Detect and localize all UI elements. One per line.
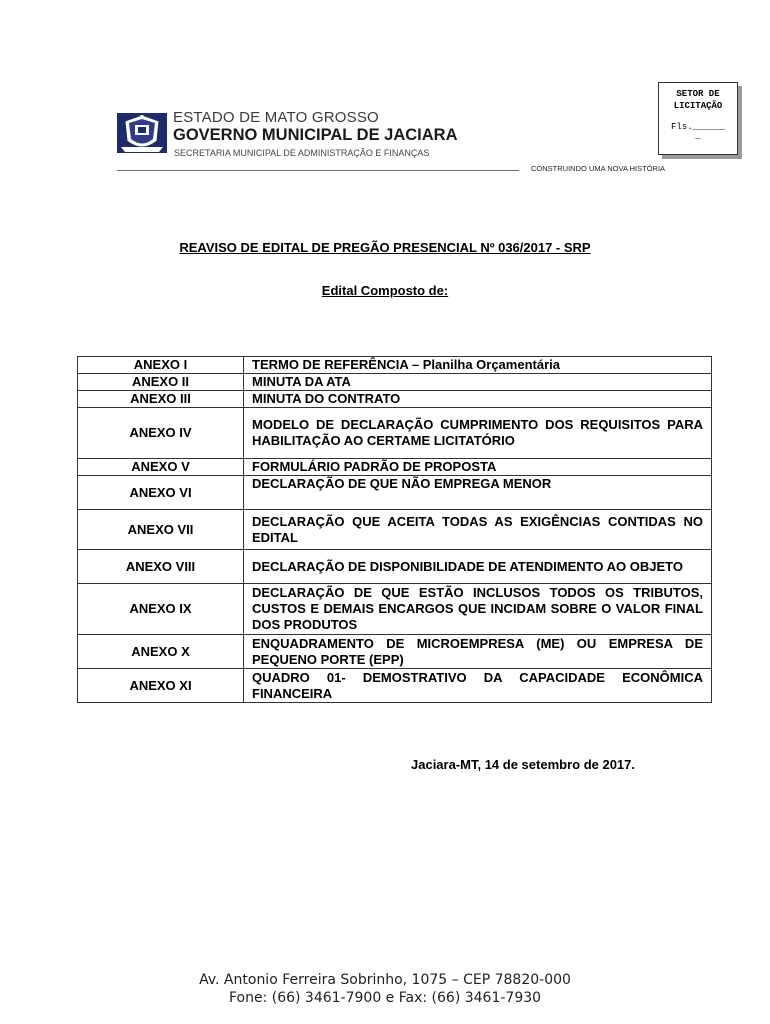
- annex-description: FORMULÁRIO PADRÃO DE PROPOSTA: [244, 459, 712, 476]
- stamp-title: SETOR DE LICITAÇÃO: [673, 89, 723, 111]
- stamp-tail: _: [695, 131, 701, 141]
- footer-phone: Fone: (66) 3461-7900 e Fax: (66) 3461-7930: [228, 990, 542, 1006]
- municipal-coat-of-arms-icon: [117, 111, 167, 155]
- annex-description: TERMO DE REFERÊNCIA – Planilha Orçamentária: [244, 357, 712, 374]
- setor-licitacao-stamp: [658, 82, 738, 155]
- annex-key: ANEXO VI: [78, 476, 244, 510]
- annex-description: DECLARAÇÃO DE QUE NÃO EMPREGA MENOR: [244, 476, 712, 510]
- annex-description: MODELO DE DECLARAÇÃO CUMPRIMENTO DOS REQUISITOS PARA HABILITAÇÃO AO CERTAME LICITATÓRIO: [244, 408, 712, 459]
- document-title: REAVISO DE EDITAL DE PREGÃO PRESENCIAL Nº 036/2017 - SRP: [179, 240, 591, 255]
- table-row: [78, 459, 712, 476]
- annex-description: ENQUADRAMENTO DE MICROEMPRESA (ME) OU EMPRESA DE PEQUENO PORTE (EPP): [244, 635, 712, 669]
- table-row: [78, 357, 712, 374]
- header-government: GOVERNO MUNICIPAL DE JACIARA: [173, 126, 458, 144]
- table-row: [78, 550, 712, 584]
- annex-key: ANEXO III: [78, 391, 244, 408]
- annex-key: ANEXO I: [78, 357, 244, 374]
- footer-address: Av. Antonio Ferreira Sobrinho, 1075 – CEP 78820-000: [199, 972, 571, 988]
- stamp-fls: Fls.______: [671, 122, 726, 132]
- annex-description: DECLARAÇÃO DE DISPONIBILIDADE DE ATENDIMENTO AO OBJETO: [244, 550, 712, 584]
- annex-key: ANEXO X: [78, 635, 244, 669]
- annex-description: MINUTA DA ATA: [244, 374, 712, 391]
- header-divider: [117, 170, 519, 171]
- table-row: [78, 408, 712, 459]
- table-row: [78, 391, 712, 408]
- annex-key: ANEXO V: [78, 459, 244, 476]
- table-row: [78, 669, 712, 703]
- header-state: ESTADO DE MATO GROSSO: [173, 109, 379, 126]
- header-secretariat: SECRETARIA MUNICIPAL DE ADMINISTRAÇÃO E FINANÇAS: [174, 148, 430, 158]
- annex-key: ANEXO XI: [78, 669, 244, 703]
- table-row: [78, 476, 712, 510]
- annex-table: [77, 356, 712, 703]
- table-row: [78, 584, 712, 635]
- document-subtitle: Edital Composto de:: [321, 283, 449, 298]
- annex-description: MINUTA DO CONTRATO: [244, 391, 712, 408]
- annex-key: ANEXO IX: [78, 584, 244, 635]
- annex-key: ANEXO IV: [78, 408, 244, 459]
- dateline: Jaciara-MT, 14 de setembro de 2017.: [411, 757, 636, 772]
- annex-description: DECLARAÇÃO QUE ACEITA TODAS AS EXIGÊNCIAS CONTIDAS NO EDITAL: [244, 510, 712, 550]
- table-row: [78, 510, 712, 550]
- table-row: [78, 635, 712, 669]
- annex-description: QUADRO 01- DEMOSTRATIVO DA CAPACIDADE ECONÔMICA FINANCEIRA: [244, 669, 712, 703]
- annex-key: ANEXO II: [78, 374, 244, 391]
- table-row: [78, 374, 712, 391]
- header-motto: CONSTRUINDO UMA NOVA HISTÓRIA: [531, 164, 666, 173]
- annex-key: ANEXO VIII: [78, 550, 244, 584]
- annex-key: ANEXO VII: [78, 510, 244, 550]
- annex-description: DECLARAÇÃO DE QUE ESTÃO INCLUSOS TODOS OS TRIBUTOS, CUSTOS E DEMAIS ENCARGOS QUE INCIDAM SOBRE O VALOR FINAL DOS PRODUTOS: [244, 584, 712, 635]
